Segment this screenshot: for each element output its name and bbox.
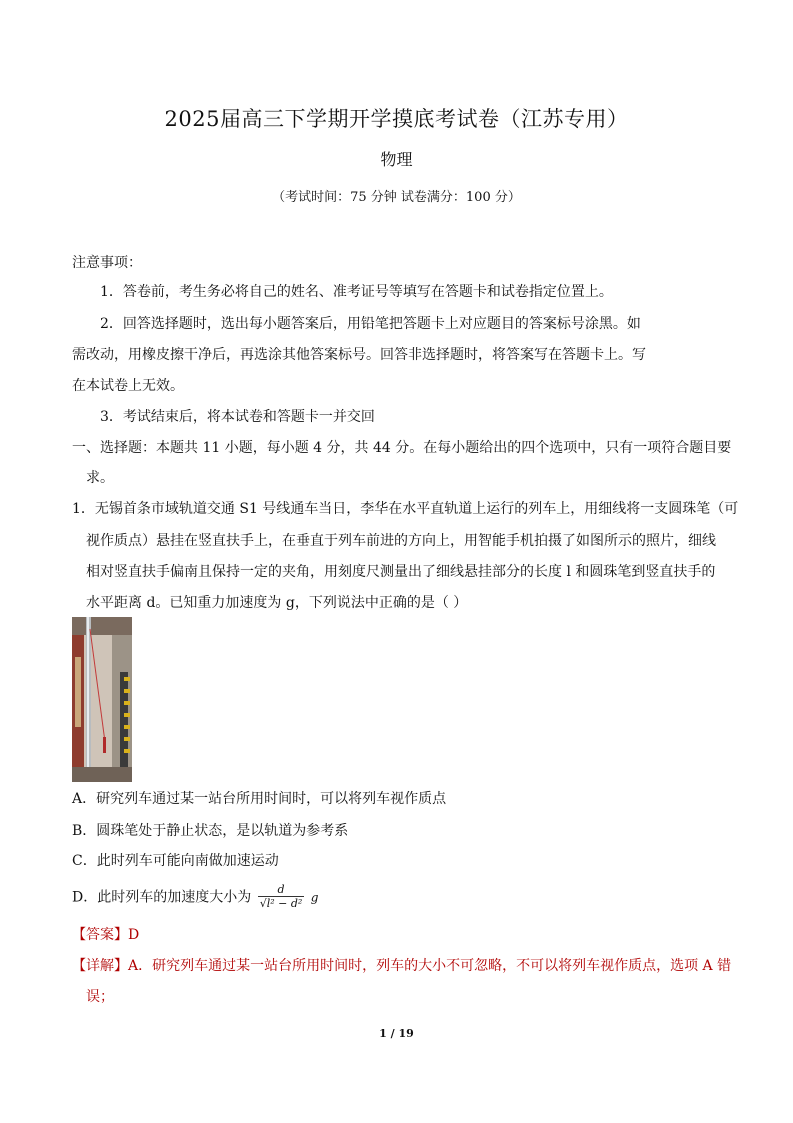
page-number: 1 / 19 — [379, 1027, 414, 1040]
answer-detail-line-1: 【详解】A．研究列车通过某一站台所用时间时，列车的大小不可忽略，不可以将列车视作质点，选项 A 错 — [72, 958, 732, 974]
notice-heading: 注意事项： — [72, 255, 142, 271]
option-b: B．圆珠笔处于静止状态，是以轨道为参考系 — [72, 823, 349, 839]
option-a: A．研究列车通过某一站台所用时间时，可以将列车视作质点 — [72, 791, 447, 807]
acceleration-formula — [258, 884, 305, 911]
question-line-1: 1．无锡首条市域轨道交通 S1 号线通车当日，李华在水平直轨道上运行的列车上，用细线将一支圆珠笔（可 — [72, 501, 739, 517]
document-title: 2025届高三下学期开学摸底考试卷（江苏专用） — [164, 107, 629, 131]
option-d-text: D．此时列车的加速度大小为 — [72, 889, 252, 906]
notice-item-2-cont2: 在本试卷上无效。 — [72, 378, 184, 394]
exam-info: （考试时间：75 分钟 试卷满分：100 分） — [272, 190, 521, 205]
notice-item-2-cont: 需改动，用橡皮擦干净后，再选涂其他答案标号。回答非选择题时，将答案写在答题卡上。写 — [72, 347, 646, 363]
question-line-2: 视作质点）悬挂在竖直扶手上，在垂直于列车前进的方向上，用智能手机拍摄了如图所示的照片，细线 — [86, 533, 716, 549]
question-line-4: 水平距离 d。已知重力加速度为 g，下列说法中正确的是（ ） — [86, 595, 468, 611]
formula-denominator: √l² − d² — [259, 897, 303, 910]
notice-item-3: 3．考试结束后，将本试卷和答题卡一并交回 — [100, 409, 375, 425]
section-heading: 一、选择题：本题共 11 小题，每小题 4 分，共 44 分。在每小题给出的四个选项中，只有一项符合题目要 — [72, 440, 732, 456]
option-d — [72, 884, 318, 911]
section-heading-cont: 求。 — [86, 470, 114, 486]
formula-factor: g — [310, 890, 319, 905]
notice-item-2: 2．回答选择题时，选出每小题答案后，用铅笔把答题卡上对应题目的答案标号涂黑。如 — [100, 316, 641, 332]
question-line-3: 相对竖直扶手偏南且保持一定的夹角，用刻度尺测量出了细线悬挂部分的长度 l 和圆珠笔到竖直扶手的 — [86, 564, 716, 580]
formula-numerator: d — [277, 883, 285, 896]
train-handrail-photo — [72, 617, 132, 782]
answer-detail-line-2: 误； — [86, 989, 114, 1005]
option-c: C．此时列车可能向南做加速运动 — [72, 853, 279, 869]
subject-heading: 物理 — [380, 150, 413, 169]
answer-label: 【答案】D — [72, 927, 140, 943]
notice-item-1: 1．答卷前，考生务必将自己的姓名、准考证号等填写在答题卡和试卷指定位置上。 — [100, 284, 613, 300]
